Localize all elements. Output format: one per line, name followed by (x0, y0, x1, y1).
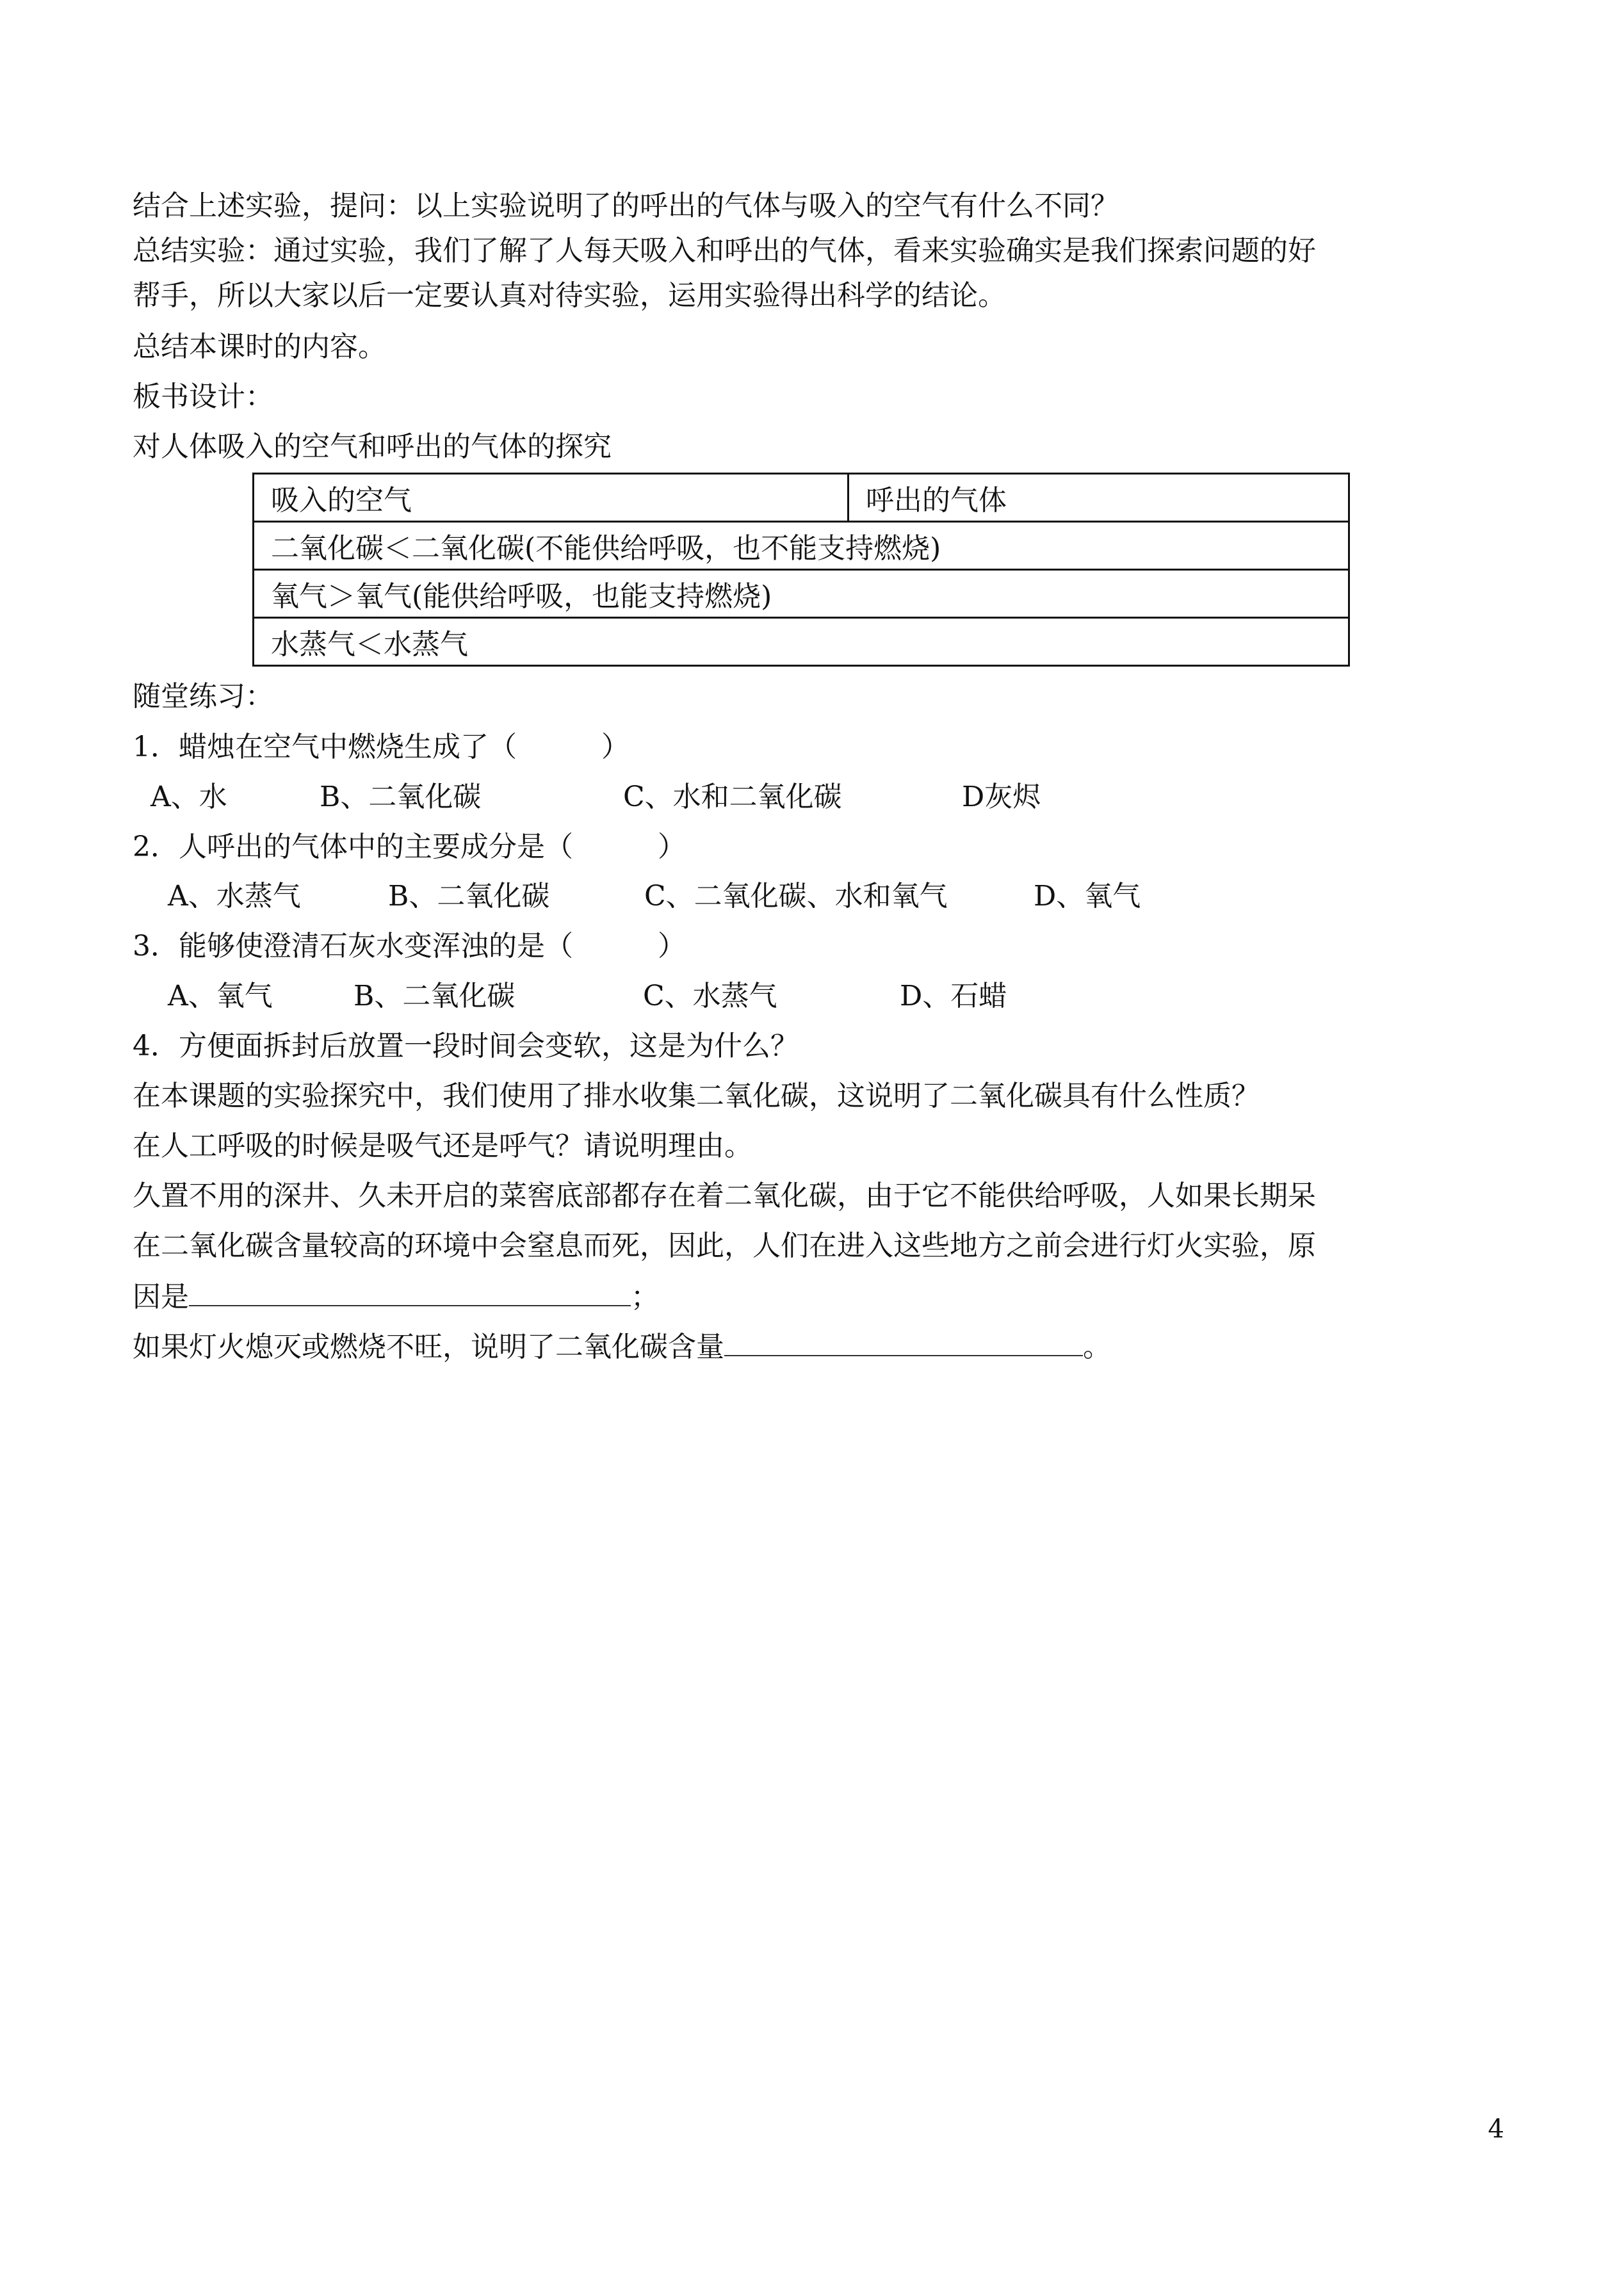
comparison-table (252, 473, 1350, 667)
option-b: B、二氧化碳 (353, 980, 516, 1012)
option-b: B、二氧化碳 (320, 781, 482, 813)
question-well-suffix: ； (631, 1281, 659, 1313)
question-well-line1: 久置不用的深井、久未开启的菜窖底部都存在着二氧化碳，由于它不能供给呼吸，人如果长期呆 (133, 1180, 1316, 1212)
table-row-co2: 二氧化碳＜二氧化碳(不能供给呼吸，也不能支持燃烧) (254, 522, 1349, 570)
question-3-stem: 3．能够使澄清石灰水变浑浊的是（ ） (133, 930, 686, 962)
question-co2-property: 在本课题的实验探究中，我们使用了排水收集二氧化碳，这说明了二氧化碳具有什么性质？ (133, 1080, 1260, 1112)
question-2-options (168, 877, 1141, 916)
question-1-options (150, 778, 1041, 816)
answer-blank[interactable] (724, 1327, 1083, 1356)
option-c: C、二氧化碳、水和氧气 (644, 880, 948, 912)
option-d: D、氧气 (1034, 880, 1141, 912)
question-flame-suffix: 。 (1083, 1331, 1111, 1363)
question-flame-prefix: 如果灯火熄灭或燃烧不旺，说明了二氧化碳含量 (133, 1331, 724, 1363)
paragraph-board-design: 板书设计： (133, 380, 273, 413)
table-caption: 对人体吸入的空气和呼出的气体的探究 (133, 430, 612, 463)
table-row (254, 618, 1349, 666)
option-a: A、氧气 (168, 980, 273, 1012)
table-row-o2: 氧气＞氧气(能供给呼吸，也能支持燃烧) (254, 570, 1349, 618)
option-b: B、二氧化碳 (388, 880, 550, 912)
question-flame (133, 1327, 1111, 1366)
paragraph-summary-line1: 总结实验：通过实验，我们了解了人每天吸入和呼出的气体，看来实验确实是我们探索问题的好 (133, 234, 1316, 267)
practice-title: 随堂练习： (133, 680, 273, 713)
table-row-water: 水蒸气＜水蒸气 (254, 618, 1349, 666)
question-3-options (168, 977, 1007, 1016)
question-4: 4．方便面拆封后放置一段时间会变软，这是为什么？ (133, 1030, 799, 1062)
paragraph-lesson-summary: 总结本课时的内容。 (133, 330, 386, 363)
option-d: D灰烬 (962, 781, 1041, 813)
option-a: A、水 (150, 781, 227, 813)
table-row (254, 570, 1349, 618)
question-artificial-respiration: 在人工呼吸的时候是吸气还是呼气？请说明理由。 (133, 1130, 752, 1162)
table-header-inhaled: 吸入的空气 (254, 474, 849, 522)
page-number: 4 (1488, 2114, 1504, 2144)
question-well-prefix: 因是 (133, 1281, 189, 1313)
paragraph-summary-line2: 帮手，所以大家以后一定要认真对待实验，运用实验得出科学的结论。 (133, 279, 1006, 312)
option-d: D、石蜡 (900, 980, 1007, 1012)
answer-blank[interactable] (189, 1277, 631, 1306)
option-a: A、水蒸气 (168, 880, 301, 912)
question-well-line3 (133, 1277, 659, 1317)
question-2-stem: 2．人呼出的气体中的主要成分是（ ） (133, 831, 686, 863)
table-header-row (254, 474, 1349, 522)
option-c: C、水和二氧化碳 (623, 781, 842, 813)
table-row (254, 522, 1349, 570)
paragraph-question-difference: 结合上述实验，提问：以上实验说明了的呼出的气体与吸入的空气有什么不同？ (133, 190, 1119, 222)
option-c: C、水蒸气 (643, 980, 777, 1012)
table-header-exhaled: 呼出的气体 (849, 474, 1349, 522)
question-well-line2: 在二氧化碳含量较高的环境中会窒息而死，因此，人们在进入这些地方之前会进行灯火实验，原 (133, 1229, 1316, 1262)
question-1-stem: 1．蜡烛在空气中燃烧生成了（ ） (133, 731, 629, 763)
